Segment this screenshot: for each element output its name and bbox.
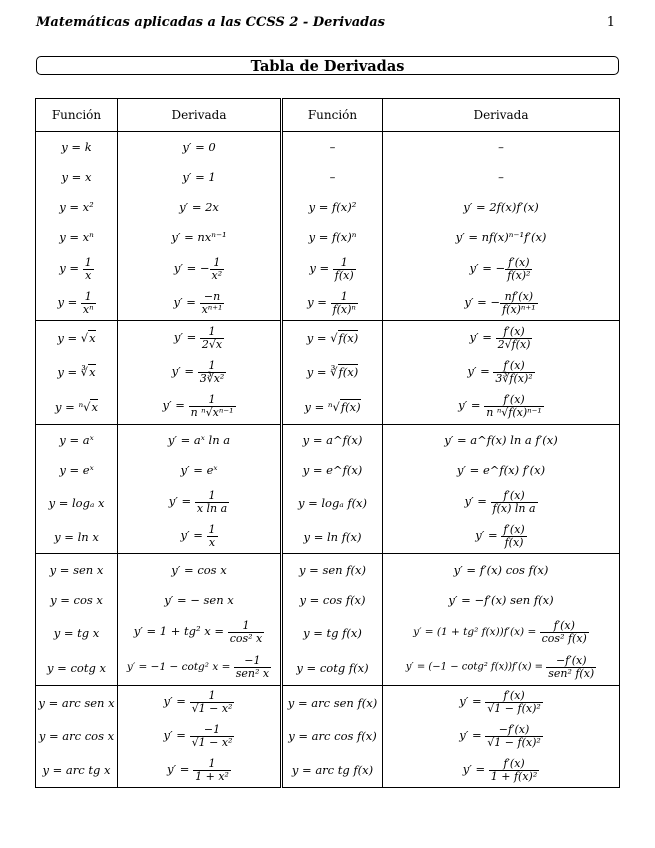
derivative-cell: y′ = 1 + tg² x = $\frac{1}{\text{cos² x}}$ — [118, 615, 282, 650]
page-number: 1 — [606, 15, 615, 30]
derivative-cell: – — [383, 162, 620, 192]
function-cell: y = √x — [36, 321, 118, 356]
derivative-cell: y′ = a^f(x) ln a f′(x) — [383, 425, 620, 456]
function-cell: y = e^f(x) — [282, 455, 383, 485]
derivative-cell: y′ = $\frac{f'(x)}{\text{1 + f(x)²}}$ — [383, 753, 620, 788]
function-cell: y = eˣ — [36, 455, 118, 485]
table-row — [36, 425, 620, 456]
derivative-cell: y′ = 1 — [118, 162, 282, 192]
function-cell: y = tg f(x) — [282, 615, 383, 650]
function-cell: y = ⁿ√x — [36, 389, 118, 425]
function-cell: y = ⁿ√f(x) — [282, 389, 383, 425]
derivative-cell: y′ = $\frac{f'(x)}{\text{n ⁿ√f(x)ⁿ⁻¹}}$ — [383, 389, 620, 425]
function-cell: y = x² — [36, 192, 118, 222]
header-title: Matemáticas aplicadas a las CCSS 2 - Derivadas — [36, 15, 385, 30]
derivative-cell: y′ = f′(x) cos f(x) — [383, 554, 620, 586]
table-row — [36, 686, 620, 720]
derivative-cell: y′ = eˣ — [118, 455, 282, 485]
function-cell: y = arc tg f(x) — [282, 753, 383, 788]
derivative-cell: y′ = $\frac{1}{\text{√1 − x²}}$ — [118, 686, 282, 720]
function-cell: y = x — [36, 162, 118, 192]
function-cell: – — [282, 162, 383, 192]
derivative-cell: y′ = (1 + tg² f(x))f′(x) = $\frac{f'(x)}{\text{cos² f(x)}}$ — [383, 615, 620, 650]
table-row — [36, 222, 620, 252]
function-cell: y = ∛x — [36, 355, 118, 389]
function-cell: y = a^f(x) — [282, 425, 383, 456]
function-cell: y = cotg f(x) — [282, 650, 383, 686]
table-title: Tabla de Derivadas — [36, 56, 619, 75]
function-cell: y = cotg x — [36, 650, 118, 686]
derivative-cell: y′ = nxⁿ⁻¹ — [118, 222, 282, 252]
derivative-cell: y′ = 0 — [118, 132, 282, 163]
derivative-cell: y′ = −1 − cotg² x = −1 sen² x — [118, 650, 282, 686]
table-row — [36, 321, 620, 356]
function-cell: y = $\frac{1}{\text{f(x)ⁿ}}$ — [282, 286, 383, 321]
derivative-cell: y′ = $\frac{f'(x)}{\text{√1 − f(x)²}}$ — [383, 686, 620, 720]
derivative-cell: y′ = $\frac{1}{2√x}$ — [118, 321, 282, 356]
function-cell: – — [282, 132, 383, 163]
derivative-cell: y′ = $\frac{1}{x}$ — [118, 520, 282, 554]
function-cell: y = arc cos f(x) — [282, 719, 383, 753]
function-cell: y = $\frac{1}{f(x)}$ — [282, 252, 383, 286]
table-row — [36, 389, 620, 425]
table-row — [36, 650, 620, 686]
function-cell: y = $\frac{1}{x}$ — [36, 252, 118, 286]
derivative-cell: y′ = $\frac{f'(x)}{f(x)}$ — [383, 520, 620, 554]
derivative-cell: y′ = − $\frac{nf'(x)}{\text{f(x)ⁿ⁺¹}}$ — [383, 286, 620, 321]
function-cell: y = k — [36, 132, 118, 163]
derivative-cell: y′ = nf(x)ⁿ⁻¹f′(x) — [383, 222, 620, 252]
function-cell: y = xⁿ — [36, 222, 118, 252]
function-cell: y = logₐ f(x) — [282, 485, 383, 520]
derivative-cell: y′ = $\frac{-n}{\text{xⁿ⁺¹}}$ — [118, 286, 282, 321]
derivatives-table — [35, 98, 620, 788]
function-cell: y = ln x — [36, 520, 118, 554]
function-cell: y = tg x — [36, 615, 118, 650]
derivative-cell: y′ = − $\frac{f'(x)}{\text{f(x)²}}$ — [383, 252, 620, 286]
derivative-cell: y′ = 2x — [118, 192, 282, 222]
column-header: Función — [282, 99, 383, 132]
table-row — [36, 192, 620, 222]
derivative-cell: y′ = $\frac{1}{\text{1 + x²}}$ — [118, 753, 282, 788]
function-cell: y = f(x)² — [282, 192, 383, 222]
table-row — [36, 485, 620, 520]
table-row — [36, 719, 620, 753]
function-cell: y = aˣ — [36, 425, 118, 456]
table-header-row — [36, 99, 620, 132]
function-cell: y = logₐ x — [36, 485, 118, 520]
function-cell: y = ∛f(x) — [282, 355, 383, 389]
table-row — [36, 355, 620, 389]
table-row — [36, 554, 620, 586]
table-row — [36, 162, 620, 192]
table-row — [36, 455, 620, 485]
column-header: Derivada — [383, 99, 620, 132]
function-cell: y = arc tg x — [36, 753, 118, 788]
derivative-cell: y′ = $\frac{f'(x)}{\text{3∛f(x)²}}$ — [383, 355, 620, 389]
table-row — [36, 585, 620, 615]
function-cell: y = $\frac{1}{\text{xⁿ}}$ — [36, 286, 118, 321]
function-cell: y = √f(x) — [282, 321, 383, 356]
table-row — [36, 520, 620, 554]
table-row — [36, 286, 620, 321]
derivative-cell: y′ = − $\frac{1}{\text{x²}}$ — [118, 252, 282, 286]
derivative-cell: y′ = $\frac{1}{\text{3∛x²}}$ — [118, 355, 282, 389]
table-row — [36, 132, 620, 163]
derivative-cell: y′ = aˣ ln a — [118, 425, 282, 456]
function-cell: y = f(x)ⁿ — [282, 222, 383, 252]
derivative-cell: y′ = −f′(x) sen f(x) — [383, 585, 620, 615]
function-cell: y = sen f(x) — [282, 554, 383, 586]
page-header — [36, 15, 615, 33]
derivative-cell: y′ = e^f(x) f′(x) — [383, 455, 620, 485]
derivative-cell: – — [383, 132, 620, 163]
function-cell: y = cos f(x) — [282, 585, 383, 615]
derivative-cell: y′ = $\frac{f'(x)}{\text{f(x) ln a}}$ — [383, 485, 620, 520]
derivative-cell: y′ = (−1 − cotg² f(x))f′(x) = −f′(x) sen² f(x) — [383, 650, 620, 686]
derivative-cell: y′ = $\frac{f'(x)}{2√f(x)}$ — [383, 321, 620, 356]
derivative-cell: y′ = − sen x — [118, 585, 282, 615]
derivative-cell: y′ = 2f(x)f′(x) — [383, 192, 620, 222]
function-cell: y = arc sen x — [36, 686, 118, 720]
function-cell: y = cos x — [36, 585, 118, 615]
derivative-cell: y′ = cos x — [118, 554, 282, 586]
derivative-cell: y′ = $\frac{-1}{\text{√1 − x²}}$ — [118, 719, 282, 753]
derivative-cell: y′ = $\frac{1}{\text{x ln a}}$ — [118, 485, 282, 520]
column-header: Derivada — [118, 99, 282, 132]
table-row — [36, 753, 620, 788]
derivative-cell: y′ = $\frac{-f'(x)}{\text{√1 − f(x)²}}$ — [383, 719, 620, 753]
function-cell: y = arc cos x — [36, 719, 118, 753]
function-cell: y = sen x — [36, 554, 118, 586]
function-cell: y = arc sen f(x) — [282, 686, 383, 720]
column-header: Función — [36, 99, 118, 132]
table-row — [36, 252, 620, 286]
derivative-cell: y′ = $\frac{1}{\text{n ⁿ√xⁿ⁻¹}}$ — [118, 389, 282, 425]
table-row — [36, 615, 620, 650]
function-cell: y = ln f(x) — [282, 520, 383, 554]
